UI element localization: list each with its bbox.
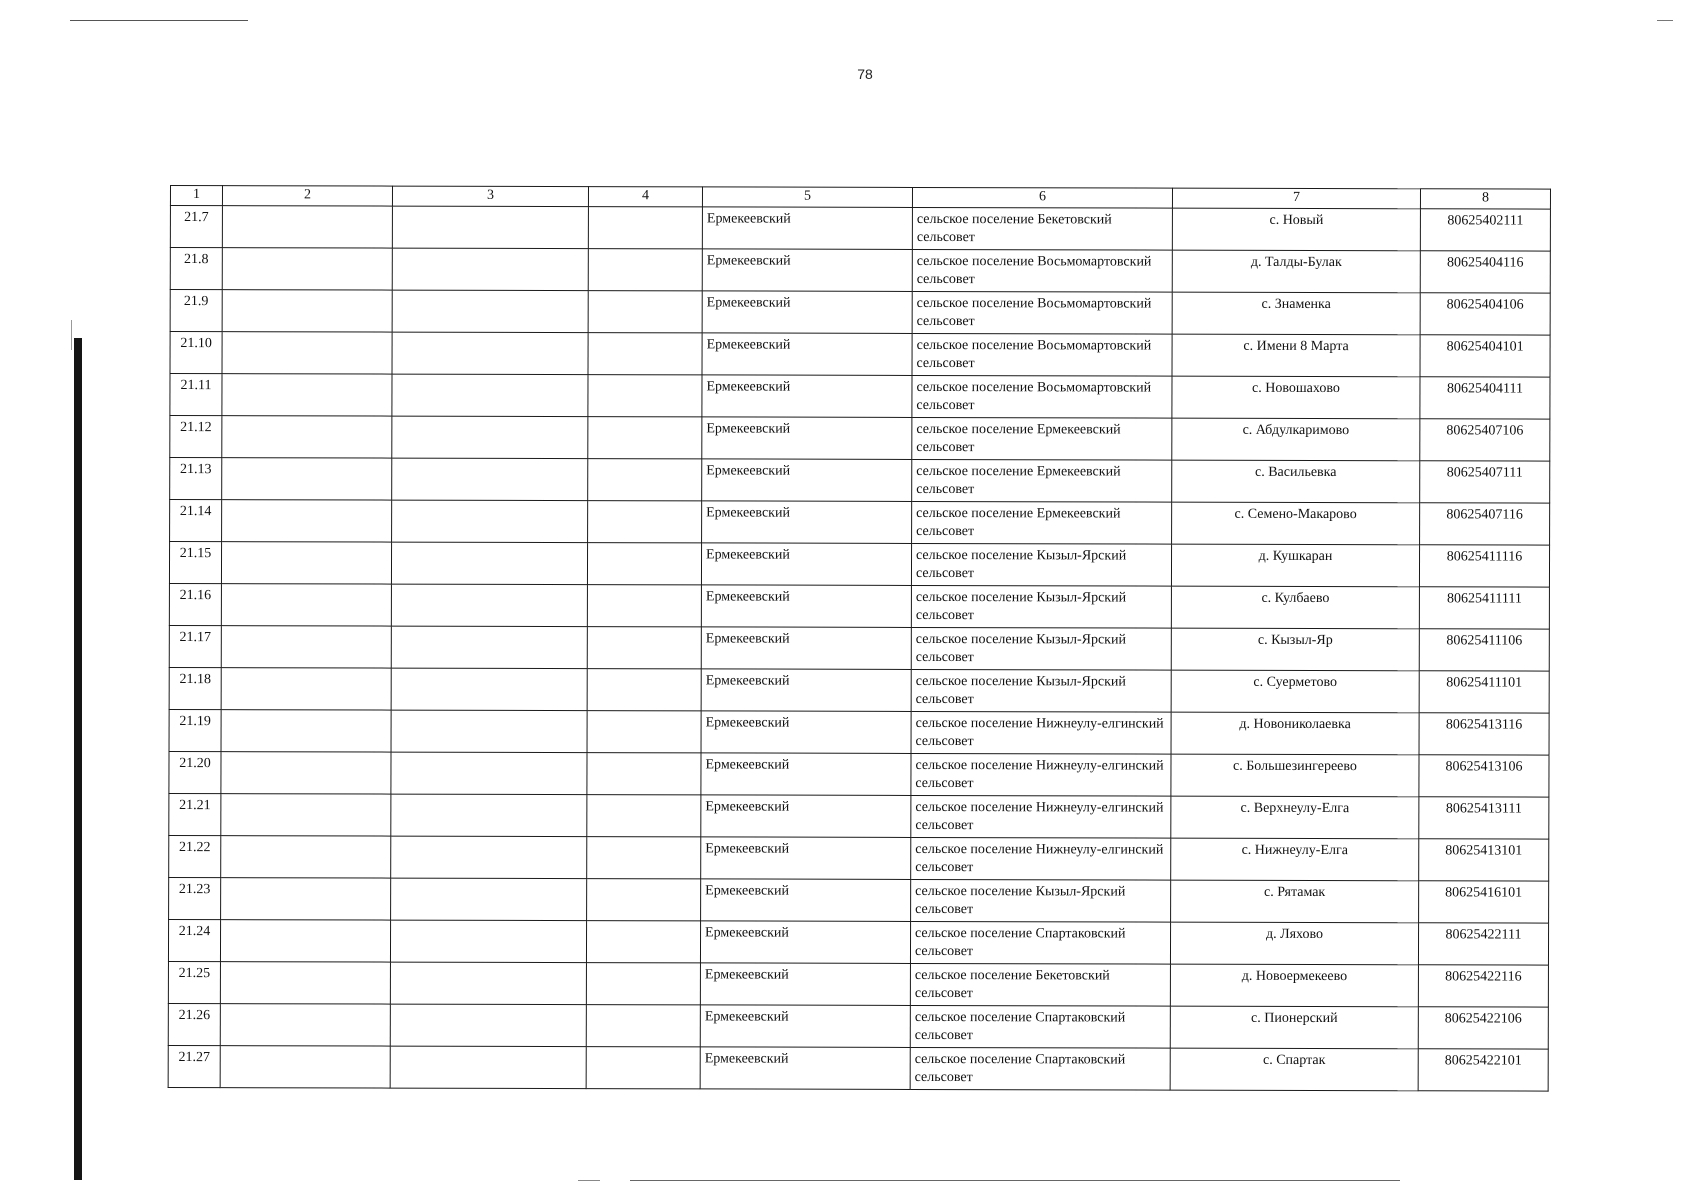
table-row (170, 458, 1550, 504)
row-number: 21.20 (169, 751, 221, 793)
table-row (169, 877, 1549, 923)
table-row (168, 1003, 1548, 1049)
oktmo-code-cell: 80625413111 (1419, 797, 1549, 839)
empty-cell (392, 500, 588, 543)
table-row (169, 667, 1549, 713)
empty-cell (390, 962, 586, 1005)
row-number: 21.11 (170, 374, 222, 416)
column-header: 4 (588, 187, 702, 207)
municipality-cell: сельское поселение Спартаковский сельсовет (910, 1047, 1170, 1090)
table-row (170, 248, 1550, 294)
empty-cell (587, 627, 701, 669)
table-row (170, 290, 1550, 336)
row-number: 21.27 (168, 1045, 220, 1087)
empty-cell (391, 794, 587, 837)
row-number: 21.12 (170, 416, 222, 458)
row-number: 21.10 (170, 332, 222, 374)
municipality-cell: сельское поселение Ермекеевский сельсовет (912, 459, 1172, 502)
municipality-cell: сельское поселение Нижнеулу-елгинский сельсовет (911, 837, 1171, 880)
registry-table (168, 185, 1551, 1092)
district-cell: Ермекеевский (702, 501, 912, 544)
municipality-cell: сельское поселение Нижнеулу-елгинский сельсовет (911, 795, 1171, 838)
municipality-cell: сельское поселение Восьмомартовский сельсовет (912, 249, 1172, 292)
empty-cell (221, 668, 391, 710)
row-number: 21.26 (168, 1003, 220, 1045)
empty-cell (588, 249, 702, 291)
settlement-cell: с. Абдулкаримово (1172, 418, 1420, 461)
column-header: 1 (170, 186, 222, 206)
row-number: 21.15 (169, 542, 221, 584)
settlement-cell: с. Спартак (1170, 1048, 1418, 1091)
empty-cell (391, 668, 587, 711)
settlement-cell: с. Знаменка (1172, 292, 1420, 335)
settlement-cell: д. Кушкаран (1171, 544, 1419, 587)
table-row (170, 500, 1550, 546)
district-cell: Ермекеевский (701, 795, 911, 838)
oktmo-code-cell: 80625422116 (1418, 965, 1548, 1007)
empty-cell (588, 501, 702, 543)
empty-cell (392, 332, 588, 375)
settlement-cell: д. Новониколаевка (1171, 712, 1419, 755)
row-number: 21.9 (170, 290, 222, 332)
district-cell: Ермекеевский (702, 249, 912, 292)
empty-cell (391, 710, 587, 753)
scan-edge-line (1657, 20, 1673, 21)
empty-cell (587, 879, 701, 921)
municipality-cell: сельское поселение Восьмомартовский сельсовет (912, 375, 1172, 418)
district-cell: Ермекеевский (702, 333, 912, 376)
settlement-cell: с. Нижнеулу-Елга (1171, 838, 1419, 881)
municipality-cell: сельское поселение Кызыл-Ярский сельсовет (911, 879, 1171, 922)
row-number: 21.24 (168, 919, 220, 961)
empty-cell (221, 710, 391, 752)
row-number: 21.22 (169, 835, 221, 877)
district-cell: Ермекеевский (700, 921, 910, 964)
row-number: 21.8 (170, 248, 222, 290)
oktmo-code-cell: 80625413101 (1419, 839, 1549, 881)
empty-cell (221, 626, 391, 668)
empty-cell (587, 795, 701, 837)
table-row (169, 793, 1549, 839)
district-cell: Ермекеевский (700, 1005, 910, 1048)
empty-cell (391, 542, 587, 585)
district-cell: Ермекеевский (702, 207, 912, 250)
municipality-cell: сельское поселение Восьмомартовский сельсовет (912, 333, 1172, 376)
oktmo-code-cell: 80625402111 (1420, 209, 1550, 251)
empty-cell (586, 1047, 700, 1089)
settlement-cell: д. Ляхово (1170, 922, 1418, 965)
empty-cell (221, 878, 391, 920)
empty-cell (587, 753, 701, 795)
empty-cell (392, 374, 588, 417)
page-number: 78 (857, 66, 873, 82)
table-row (169, 542, 1549, 588)
empty-cell (588, 459, 702, 501)
empty-cell (221, 794, 391, 836)
district-cell: Ермекеевский (701, 711, 911, 754)
column-header: 8 (1420, 189, 1550, 209)
empty-cell (392, 290, 588, 333)
column-header: 3 (392, 186, 588, 207)
empty-cell (586, 963, 700, 1005)
district-cell: Ермекеевский (700, 963, 910, 1006)
column-header: 7 (1172, 188, 1420, 209)
empty-cell (588, 375, 702, 417)
municipality-cell: сельское поселение Кызыл-Ярский сельсовет (911, 543, 1171, 586)
scan-edge-line (630, 1180, 1400, 1181)
empty-cell (391, 626, 587, 669)
row-number: 21.14 (170, 500, 222, 542)
district-cell: Ермекеевский (701, 627, 911, 670)
district-cell: Ермекеевский (701, 753, 911, 796)
oktmo-code-cell: 80625411101 (1419, 671, 1549, 713)
municipality-cell: сельское поселение Нижнеулу-елгинский сельсовет (911, 711, 1171, 754)
table-row (170, 374, 1550, 420)
empty-cell (390, 1004, 586, 1047)
municipality-cell: сельское поселение Кызыл-Ярский сельсовет (911, 627, 1171, 670)
empty-cell (587, 543, 701, 585)
district-cell: Ермекеевский (701, 585, 911, 628)
table-row (168, 1045, 1548, 1091)
table-row (168, 919, 1548, 965)
empty-cell (391, 584, 587, 627)
municipality-cell: сельское поселение Восьмомартовский сельсовет (912, 291, 1172, 334)
settlement-cell: с. Кулбаево (1171, 586, 1419, 629)
oktmo-code-cell: 80625416101 (1419, 881, 1549, 923)
settlement-cell: с. Верхнеулу-Елга (1171, 796, 1419, 839)
settlement-cell: с. Семено-Макарово (1172, 502, 1420, 545)
empty-cell (222, 290, 392, 332)
empty-cell (220, 920, 390, 962)
row-number: 21.25 (168, 961, 220, 1003)
row-number: 21.7 (170, 206, 222, 248)
table-row (169, 835, 1549, 881)
oktmo-code-cell: 80625407111 (1420, 461, 1550, 503)
empty-cell (220, 962, 390, 1004)
empty-cell (222, 374, 392, 416)
scan-edge-line (578, 1180, 600, 1181)
empty-cell (588, 291, 702, 333)
empty-cell (587, 669, 701, 711)
municipality-cell: сельское поселение Кызыл-Ярский сельсовет (911, 669, 1171, 712)
oktmo-code-cell: 80625422111 (1418, 923, 1548, 965)
empty-cell (222, 206, 392, 248)
empty-cell (222, 416, 392, 458)
registry-table-container (168, 185, 1550, 1092)
scan-edge-line (71, 320, 72, 350)
oktmo-code-cell: 80625411106 (1419, 629, 1549, 671)
empty-cell (587, 585, 701, 627)
municipality-cell: сельское поселение Бекетовский сельсовет (912, 207, 1172, 250)
empty-cell (221, 542, 391, 584)
settlement-cell: с. Рятамак (1171, 880, 1419, 923)
empty-cell (220, 1004, 390, 1046)
empty-cell (390, 920, 586, 963)
district-cell: Ермекеевский (701, 543, 911, 586)
district-cell: Ермекеевский (702, 291, 912, 334)
table-row (168, 961, 1548, 1007)
empty-cell (588, 333, 702, 375)
settlement-cell: д. Новоермекеево (1170, 964, 1418, 1007)
oktmo-code-cell: 80625404101 (1420, 335, 1550, 377)
settlement-cell: с. Кызыл-Яр (1171, 628, 1419, 671)
empty-cell (391, 752, 587, 795)
oktmo-code-cell: 80625404111 (1420, 377, 1550, 419)
municipality-cell: сельское поселение Кызыл-Ярский сельсовет (911, 585, 1171, 628)
oktmo-code-cell: 80625422106 (1418, 1007, 1548, 1049)
district-cell: Ермекеевский (701, 879, 911, 922)
oktmo-code-cell: 80625422101 (1418, 1049, 1548, 1091)
district-cell: Ермекеевский (701, 837, 911, 880)
settlement-cell: с. Большезингереево (1171, 754, 1419, 797)
empty-cell (221, 836, 391, 878)
empty-cell (587, 711, 701, 753)
empty-cell (221, 584, 391, 626)
empty-cell (586, 921, 700, 963)
empty-cell (588, 207, 702, 249)
district-cell: Ермекеевский (700, 1047, 910, 1090)
municipality-cell: сельское поселение Спартаковский сельсовет (910, 921, 1170, 964)
empty-cell (392, 206, 588, 249)
empty-cell (222, 332, 392, 374)
table-row (169, 625, 1549, 671)
oktmo-code-cell: 80625411116 (1419, 545, 1549, 587)
table-row (169, 709, 1549, 755)
district-cell: Ермекеевский (702, 417, 912, 460)
settlement-cell: д. Талды-Булак (1172, 250, 1420, 293)
empty-cell (220, 1046, 390, 1088)
oktmo-code-cell: 80625411111 (1419, 587, 1549, 629)
empty-cell (588, 417, 702, 459)
empty-cell (391, 878, 587, 921)
settlement-cell: с. Суерметово (1171, 670, 1419, 713)
table-row (170, 332, 1550, 378)
row-number: 21.18 (169, 667, 221, 709)
settlement-cell: с. Новошахово (1172, 376, 1420, 419)
empty-cell (392, 458, 588, 501)
table-row (169, 583, 1549, 629)
municipality-cell: сельское поселение Ермекеевский сельсовет (912, 417, 1172, 460)
district-cell: Ермекеевский (702, 375, 912, 418)
table-row (170, 416, 1550, 462)
empty-cell (391, 836, 587, 879)
municipality-cell: сельское поселение Спартаковский сельсовет (910, 1005, 1170, 1048)
oktmo-code-cell: 80625404106 (1420, 293, 1550, 335)
district-cell: Ермекеевский (702, 459, 912, 502)
settlement-cell: с. Пионерский (1170, 1006, 1418, 1049)
row-number: 21.19 (169, 709, 221, 751)
table-row (169, 751, 1549, 797)
empty-cell (390, 1046, 586, 1089)
row-number: 21.16 (169, 583, 221, 625)
column-header: 5 (702, 187, 912, 208)
empty-cell (222, 500, 392, 542)
scan-binding-shadow (74, 338, 82, 1180)
oktmo-code-cell: 80625413106 (1419, 755, 1549, 797)
empty-cell (586, 1005, 700, 1047)
oktmo-code-cell: 80625407116 (1420, 503, 1550, 545)
settlement-cell: с. Имени 8 Марта (1172, 334, 1420, 377)
municipality-cell: сельское поселение Бекетовский сельсовет (910, 963, 1170, 1006)
district-cell: Ермекеевский (701, 669, 911, 712)
empty-cell (392, 416, 588, 459)
row-number: 21.17 (169, 625, 221, 667)
oktmo-code-cell: 80625407106 (1420, 419, 1550, 461)
settlement-cell: с. Васильевка (1172, 460, 1420, 503)
empty-cell (392, 248, 588, 291)
scan-edge-line (70, 20, 248, 21)
column-header: 2 (222, 186, 392, 206)
table-row (170, 206, 1550, 252)
empty-cell (222, 248, 392, 290)
oktmo-code-cell: 80625413116 (1419, 713, 1549, 755)
row-number: 21.21 (169, 793, 221, 835)
empty-cell (587, 837, 701, 879)
oktmo-code-cell: 80625404116 (1420, 251, 1550, 293)
row-number: 21.23 (169, 877, 221, 919)
settlement-cell: с. Новый (1172, 208, 1420, 251)
empty-cell (222, 458, 392, 500)
empty-cell (221, 752, 391, 794)
municipality-cell: сельское поселение Нижнеулу-елгинский сельсовет (911, 753, 1171, 796)
municipality-cell: сельское поселение Ермекеевский сельсовет (912, 501, 1172, 544)
row-number: 21.13 (170, 458, 222, 500)
column-header: 6 (912, 187, 1172, 208)
